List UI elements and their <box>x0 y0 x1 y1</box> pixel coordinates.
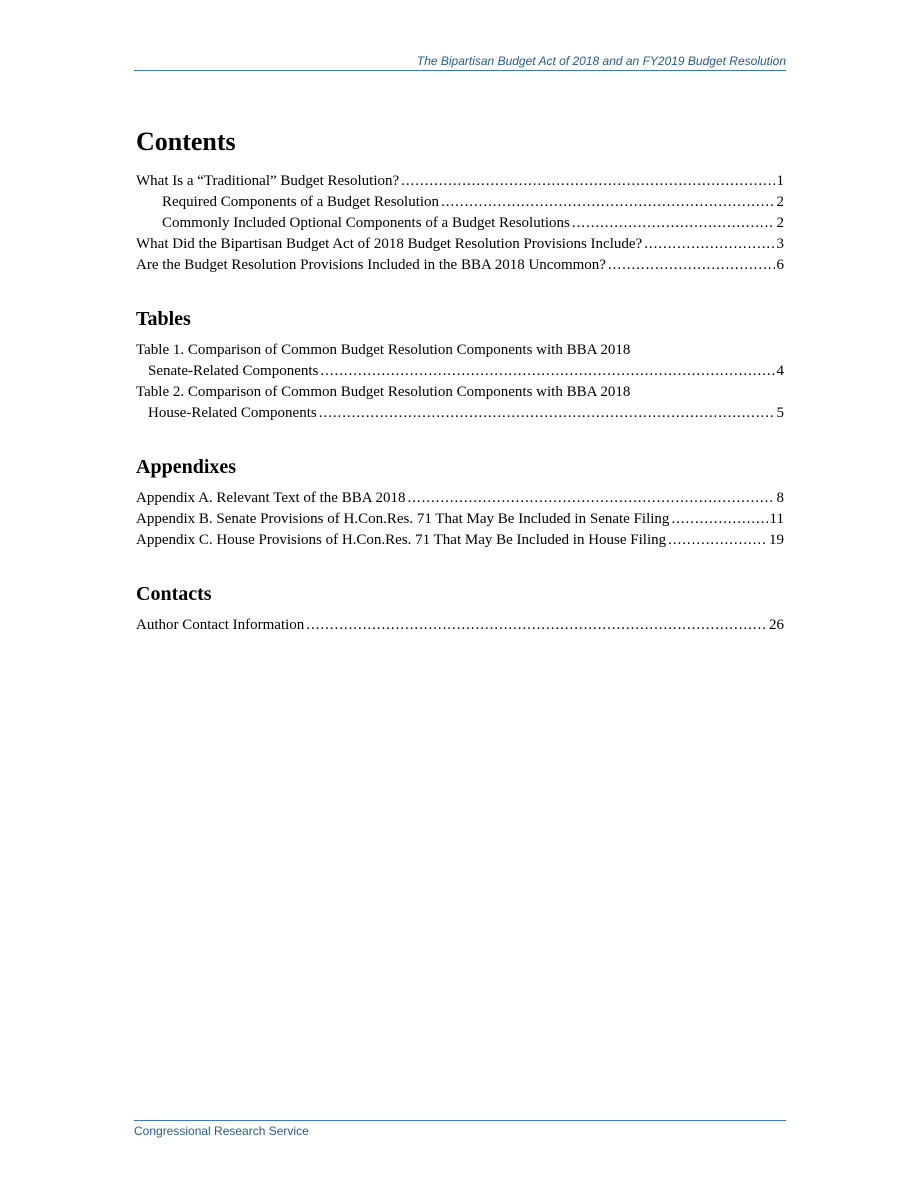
toc-entry[interactable]: What Did the Bipartisan Budget Act of 2018 Budget Resolution Provisions Include? . . . 3 <box>136 234 784 255</box>
tables-section <box>136 306 784 424</box>
toc-entry[interactable]: Appendix A. Relevant Text of the BBA 2018 . . . 8 <box>136 488 784 509</box>
contents-heading: Contents <box>136 127 236 156</box>
appendixes-heading: Appendixes <box>136 456 237 478</box>
contacts-heading: Contacts <box>136 583 212 605</box>
running-header <box>134 54 786 71</box>
toc-entry[interactable]: Commonly Included Optional Components of a Budget Resolutions . . . 2 <box>136 213 784 234</box>
toc-entry[interactable]: Required Components of a Budget Resolution . . . 2 <box>136 192 784 213</box>
toc-entry[interactable]: Are the Budget Resolution Provisions Included in the BBA 2018 Uncommon? . . . 6 <box>136 255 784 276</box>
toc-entry[interactable]: Author Contact Information . . . 26 <box>136 615 784 636</box>
toc-entry[interactable]: What Is a “Traditional” Budget Resolution? . . . 1 <box>136 171 784 192</box>
tables-heading: Tables <box>136 308 191 330</box>
header-title: The Bipartisan Budget Act of 2018 and an FY2019 Budget Resolution <box>416 54 786 68</box>
toc-entry-table-1[interactable]: Table 1. Comparison of Common Budget Resolution Components with BBA 2018 Senate-Related Components . . . 4 <box>136 340 784 382</box>
contents-section <box>136 126 784 276</box>
footer-text: Congressional Research Service <box>134 1124 309 1138</box>
contacts-section <box>136 581 784 636</box>
toc-entry[interactable]: Appendix C. House Provisions of H.Con.Res. 71 That May Be Included in House Filing . . . 19 <box>136 530 784 551</box>
appendixes-section <box>136 454 784 551</box>
toc-entry-table-2[interactable]: Table 2. Comparison of Common Budget Resolution Components with BBA 2018 House-Related Components . . . 5 <box>136 382 784 424</box>
table-of-contents <box>136 126 784 666</box>
running-footer <box>134 1120 786 1138</box>
toc-entry[interactable]: Appendix B. Senate Provisions of H.Con.Res. 71 That May Be Included in Senate Filing . . . 11 <box>136 509 784 530</box>
